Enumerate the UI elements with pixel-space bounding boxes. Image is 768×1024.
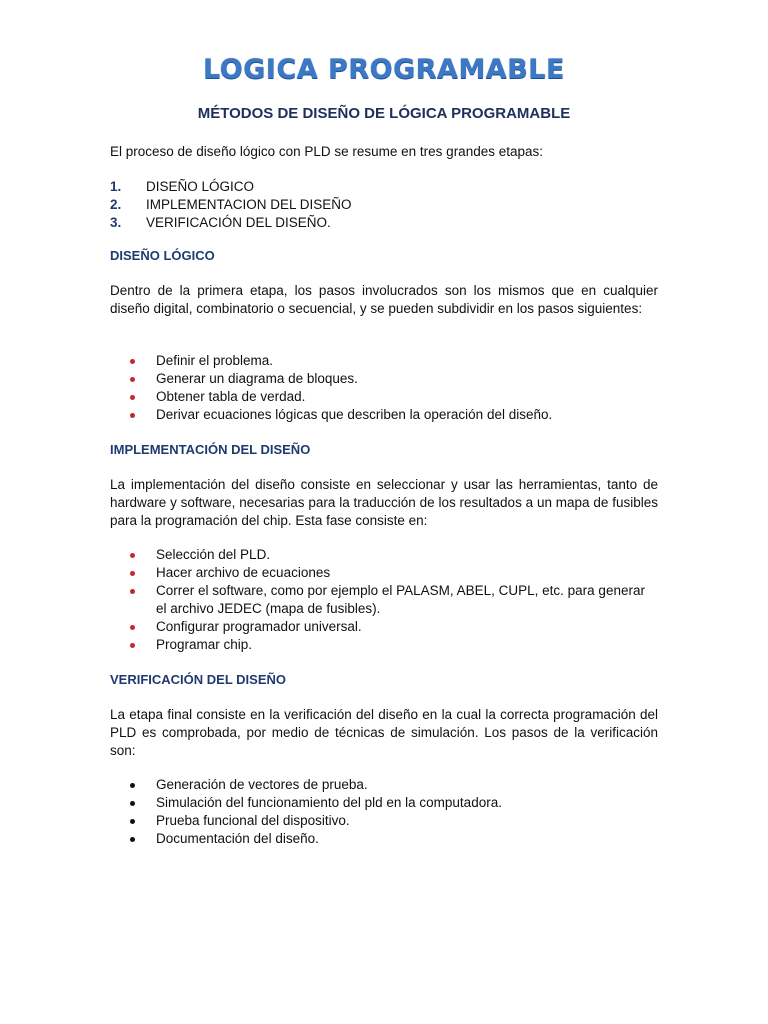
list-number: 2. [110, 197, 122, 212]
bullet-icon [130, 395, 135, 400]
bullet-list [130, 352, 658, 424]
list-item [110, 196, 352, 214]
bullet-icon [130, 819, 135, 824]
list-item-label: Generación de vectores de prueba. [156, 777, 368, 792]
section-heading-implementacion: IMPLEMENTACIÓN DEL DISEÑO [110, 442, 311, 457]
list-item-label: Obtener tabla de verdad. [156, 389, 306, 404]
list-number: 3. [110, 215, 122, 230]
list-item [130, 388, 658, 406]
list-item [130, 618, 658, 636]
bullet-icon [130, 413, 135, 418]
bullet-icon [130, 359, 135, 364]
section-heading-diseno-logico: DISEÑO LÓGICO [110, 248, 215, 263]
bullet-icon [130, 801, 135, 806]
list-item-label: VERIFICACIÓN DEL DISEÑO. [146, 215, 331, 230]
list-item [130, 794, 658, 812]
list-item-label: Simulación del funcionamiento del pld en la computadora. [156, 795, 502, 810]
bullet-icon [130, 783, 135, 788]
list-item [130, 546, 658, 564]
list-item-label: Selección del PLD. [156, 547, 271, 562]
document-subtitle: MÉTODOS DE DISEÑO DE LÓGICA PROGRAMABLE [197, 105, 571, 122]
bullet-list [130, 546, 658, 654]
list-item-label: Documentación del diseño. [156, 831, 319, 846]
list-item-label: Programar chip. [156, 637, 253, 652]
stages-list [110, 178, 352, 232]
bullet-icon [130, 571, 135, 576]
bullet-icon [130, 643, 135, 648]
list-item [110, 178, 352, 196]
list-item-label: Hacer archivo de ecuaciones [156, 565, 331, 580]
bullet-icon [130, 553, 135, 558]
list-item-label: Configurar programador universal. [156, 619, 362, 634]
section-heading-verificacion: VERIFICACIÓN DEL DISEÑO [110, 672, 287, 687]
list-item-label: IMPLEMENTACION DEL DISEÑO [146, 197, 352, 212]
bullet-icon [130, 377, 135, 382]
list-item-label: Generar un diagrama de bloques. [156, 371, 358, 386]
list-number: 1. [110, 179, 122, 194]
section-paragraph: La implementación del diseño consiste en seleccionar y usar las herramientas, tanto de hardware y software, necesarias para la traducción de los resultados a un mapa de fusibles para la programación del chip. Esta fase consiste en: [110, 477, 658, 528]
list-item-label: Definir el problema. [156, 353, 274, 368]
list-item [130, 406, 658, 424]
section-paragraph: Dentro de la primera etapa, los pasos involucrados son los mismos que en cualquier diseño digital, combinatorio o secuencial, y se pueden subdividir en los pasos siguientes: [110, 283, 658, 316]
bullet-list [130, 776, 658, 848]
list-item-label: Prueba funcional del dispositivo. [156, 813, 350, 828]
list-item [110, 214, 352, 232]
list-item-label: DISEÑO LÓGICO [146, 179, 255, 194]
list-item-label: Derivar ecuaciones lógicas que describen la operación del diseño. [156, 407, 553, 422]
list-item-label: Correr el software, como por ejemplo el PALASM, ABEL, CUPL, etc. para generar el archivo JEDEC (mapa de fusibles). [156, 583, 645, 616]
list-item [130, 352, 658, 370]
list-item [130, 812, 658, 830]
list-item [130, 636, 658, 654]
page-title: LOGICA PROGRAMABLE [203, 54, 565, 85]
section-paragraph: La etapa final consiste en la verificación del diseño en la cual la correcta programación del PLD es comprobada, por medio de técnicas de simulación. Los pasos de la verificación son: [110, 707, 658, 758]
list-item [130, 776, 658, 794]
bullet-icon [130, 837, 135, 842]
bullet-icon [130, 589, 135, 594]
intro-paragraph: El proceso de diseño lógico con PLD se resume en tres grandes etapas: [110, 144, 544, 159]
list-item [130, 582, 658, 618]
list-item [130, 830, 658, 848]
list-item [130, 564, 658, 582]
bullet-icon [130, 625, 135, 630]
list-item [130, 370, 658, 388]
